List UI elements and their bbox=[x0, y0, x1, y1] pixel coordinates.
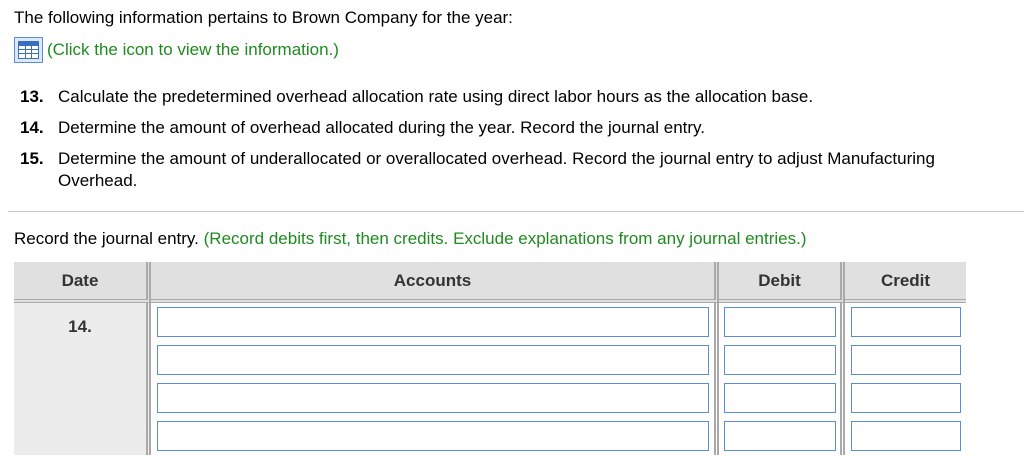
date-cell: 14. bbox=[14, 303, 151, 455]
info-link-text[interactable]: (Click the icon to view the information.) bbox=[47, 40, 339, 59]
account-input[interactable] bbox=[157, 345, 709, 375]
intro-text: The following information pertains to Brown Company for the year: bbox=[14, 8, 513, 27]
accounts-cell bbox=[151, 379, 719, 417]
debit-cell bbox=[719, 303, 845, 341]
credit-cell bbox=[845, 379, 966, 417]
requirement-number: 13. bbox=[20, 87, 44, 106]
credit-input[interactable] bbox=[851, 421, 961, 451]
section-divider bbox=[8, 211, 1024, 212]
requirement-number: 14. bbox=[20, 118, 44, 137]
debit-input[interactable] bbox=[724, 345, 836, 375]
table-row bbox=[14, 341, 966, 379]
credit-input[interactable] bbox=[851, 345, 961, 375]
debit-input[interactable] bbox=[724, 383, 836, 413]
record-instruction bbox=[14, 229, 806, 249]
table-header-row bbox=[14, 262, 966, 303]
info-link[interactable] bbox=[14, 37, 339, 63]
journal-entry-table bbox=[14, 262, 966, 455]
debit-cell bbox=[719, 341, 845, 379]
credit-cell bbox=[845, 303, 966, 341]
credit-input[interactable] bbox=[851, 307, 961, 337]
credit-cell bbox=[845, 341, 966, 379]
debit-input[interactable] bbox=[724, 421, 836, 451]
requirement-13 bbox=[20, 86, 1010, 108]
requirement-text: Determine the amount of underallocated or overallocated overhead. Record the journal entry to adjust Manufacturing Overhead. bbox=[58, 149, 935, 190]
table-row bbox=[14, 379, 966, 417]
debit-input[interactable] bbox=[724, 307, 836, 337]
requirement-text: Calculate the predetermined overhead allocation rate using direct labor hours as the allocation base. bbox=[58, 87, 814, 106]
requirement-number: 15. bbox=[20, 149, 44, 168]
debit-cell bbox=[719, 417, 845, 455]
debit-cell bbox=[719, 379, 845, 417]
table-grid-icon[interactable] bbox=[14, 37, 43, 63]
record-note: (Record debits first, then credits. Exclude explanations from any journal entries.) bbox=[203, 229, 807, 248]
requirement-14 bbox=[20, 117, 1010, 139]
requirement-text: Determine the amount of overhead allocated during the year. Record the journal entry. bbox=[58, 118, 706, 137]
account-input[interactable] bbox=[157, 421, 709, 451]
accounts-cell bbox=[151, 417, 719, 455]
table-row bbox=[14, 417, 966, 455]
table-row bbox=[14, 303, 966, 341]
accounts-cell bbox=[151, 303, 719, 341]
credit-cell bbox=[845, 417, 966, 455]
account-input[interactable] bbox=[157, 307, 709, 337]
credit-header: Credit bbox=[845, 262, 966, 303]
accounts-header: Accounts bbox=[151, 262, 719, 303]
credit-input[interactable] bbox=[851, 383, 961, 413]
date-header: Date bbox=[14, 262, 151, 303]
requirement-15 bbox=[20, 148, 1010, 192]
account-input[interactable] bbox=[157, 383, 709, 413]
requirements-list bbox=[20, 86, 1010, 192]
record-label: Record the journal entry. bbox=[14, 229, 199, 248]
debit-header: Debit bbox=[719, 262, 845, 303]
accounts-cell bbox=[151, 341, 719, 379]
